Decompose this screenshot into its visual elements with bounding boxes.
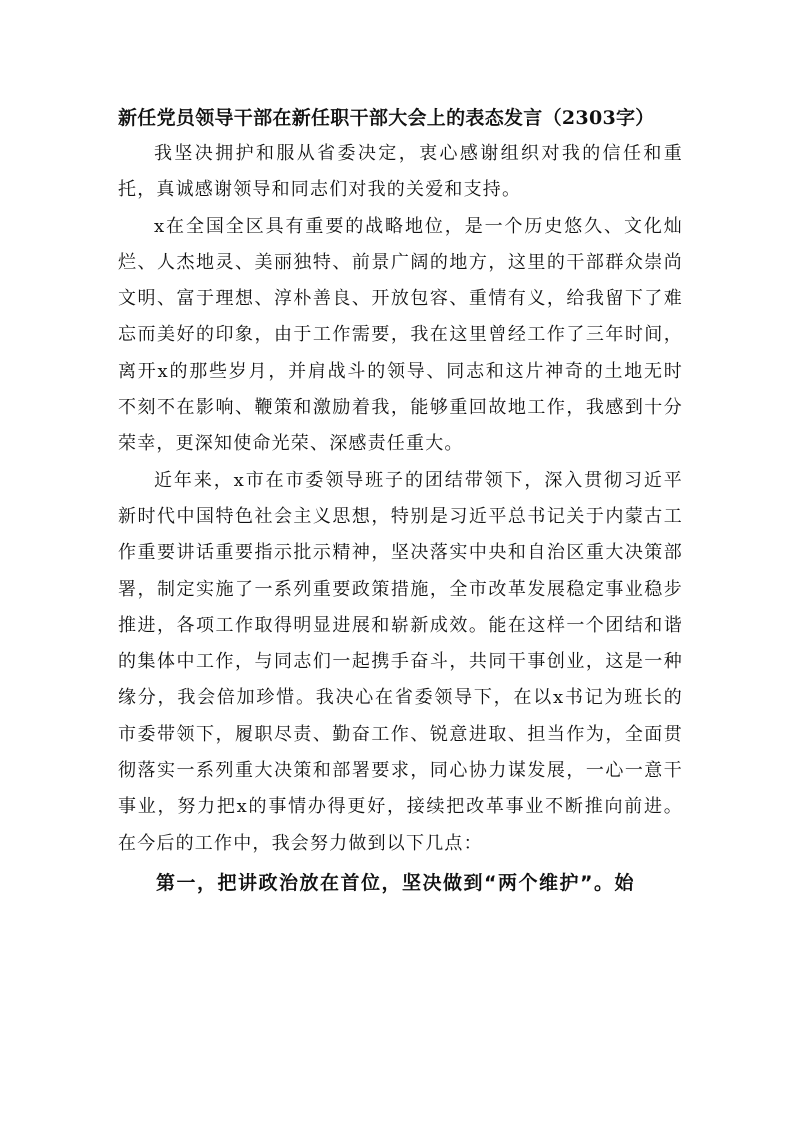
paragraph-gratitude: 我坚决拥护和服从省委决定，衷心感谢组织对我的信任和重托，真诚感谢领导和同志们对我的关爱和支持。 (118, 143, 683, 201)
document-body (118, 100, 683, 902)
paragraph-city-impression: x在全国全区具有重要的战略地位，是一个历史悠久、文化灿烂、人杰地灵、美丽独特、前景广阔的地方，这里的干部群众崇尚文明、富于理想、淳朴善良、开放包容、重情有义，给我留下了难忘而美好的印象，由于工作需要，我在这里曾经工作了三年时间，离开x的那些岁月，并肩战斗的领导、同志和这片神奇的土地无时不刻不在影响、鞭策和激励着我，能够重回故地工作，我感到十分荣幸，更深知使命光荣、深感责任重大。 (118, 215, 683, 455)
paragraph-development-commitment: 近年来，x市在市委领导班子的团结带领下，深入贯彻习近平新时代中国特色社会主义思想，特别是习近平总书记关于内蒙古工作重要讲话重要指示批示精神，坚决落实中央和自治区重大决策部署，制定实施了一系列重要政策措施，全市改革发展稳定事业稳步推进，各项工作取得明显进展和崭新成效。能在这样一个团结和谐的集体中工作，与同志们一起携手奋斗，共同干事创业，这是一种缘分，我会倍加珍惜。我决心在省委领导下，在以x书记为班长的市委带领下，履职尽责、勤奋工作、锐意进取、担当作为，全面贯彻落实一系列重大决策和部署要求，同心协力谋发展，一心一意干事业，努力把x的事情办得更好，接续把改革事业不断推向前进。在今后的工作中，我会努力做到以下几点： (118, 469, 683, 854)
paragraph-first-point-heading: 第一，把讲政治放在首位，坚决做到“两个维护”。始 (156, 871, 635, 894)
document-title: 新任党员领导干部在新任职干部大会上的表态发言（2303字） (118, 107, 655, 129)
